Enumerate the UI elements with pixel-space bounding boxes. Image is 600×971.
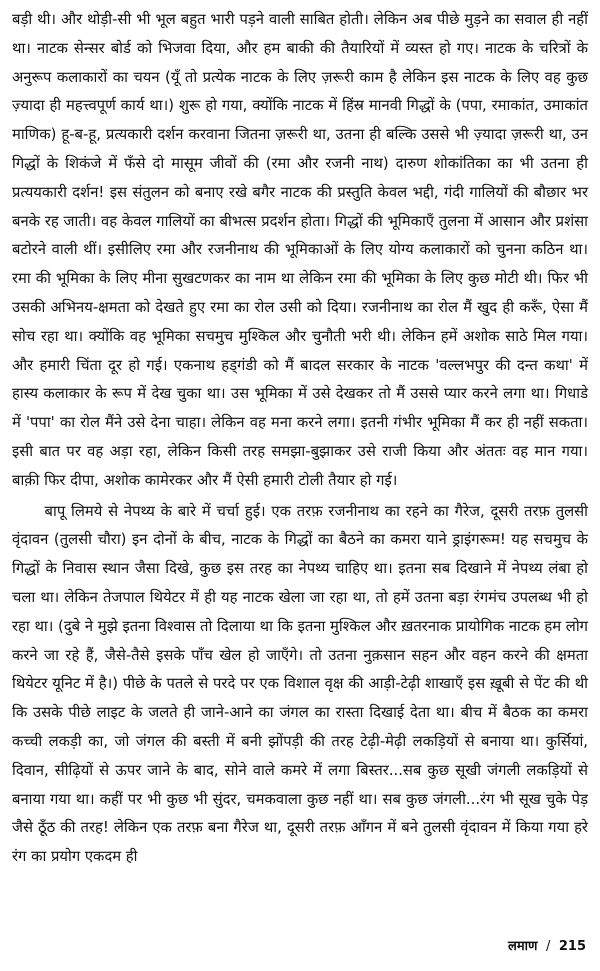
footer-separator: /: [545, 939, 551, 954]
body-text: [12, 6, 588, 872]
book-title: लमाण: [508, 939, 538, 954]
paragraph-2: बापू लिमये से नेपथ्य के बारे में चर्चा हुई। एक तरफ़ रजनीनाथ का रहने का गैरेज, दूसरी तरफ़ तुलसी वृंदावन (तुलसी चौरा) इन दोनों के बीच, नाटक के गिद्धों का बैठने का कमरा याने ड्राइंगरूम! यह सचमुच के गिद्धों के निवास स्थान जैसा दिखे, कुछ इस तरह का नेपथ्य चाहिए था। इतना सब दिखाने में नेपथ्य लंबा हो चला था। लेकिन तेजपाल थियेटर में ही यह नाटक खेला जा रहा था, तो हमें उतना बड़ा रंगमंच उपलब्ध भी हो रहा था। (दुबे ने मुझे इतना विश्वास तो दिलाया था कि इतना मुश्किल और ख़तरनाक प्रायोगिक नाटक हम लोग करने जा रहे हैं, जैसे-तैसे इसके पाँच खेल हो जाएँगे। तो उतना नुक़सान सहन और वहन करने की क्षमता थियेटर यूनिट में है।) पीछे के पतले से परदे पर एक विशाल वृक्ष की आड़ी-टेढ़ी शाखाएँ इस ख़ूबी से पेंट की थी कि उसके पीछे लाइट के जलते ही जाने-आने का जंगल का रास्ता दिखाई देता था। बीच में बैठक का कमरा कच्ची लकड़ी का, जो जंगल की बस्ती में बनी झोंपड़ी की तरह टेढ़ी-मेढ़ी लकड़ियों से बनाया था। कुर्सियां, दिवान, सीढ़ियों से ऊपर जाने के बाद, सोने वाले कमरे में लगा बिस्तर...सब कुछ सूखी जंगली लकड़ियों से बनाया गया था। कहीं पर भी कुछ भी सुंदर, चमकवाला कुछ नहीं था। सब कुछ जंगली...रंग भी सूख चुके पेड़ जैसे ठूँठ की तरह! लेकिन एक तरफ़ बना गैरेज था, दूसरी तरफ़ आँगन में बने तुलसी वृंदावन में किया गया हरे रंग का प्रयोग एकदम ही: [12, 502, 588, 866]
paragraph-1: बड़ी थी। और थोड़ी-सी भी भूल बहुत भारी पड़ने वाली साबित होती। लेकिन अब पीछे मुड़ने का सवाल ही नहीं था। नाटक सेन्सर बोर्ड को भिजवा दिया, और हम बाकी की तैयारियों में व्यस्त हो गए। नाटक के चरित्रों के अनुरूप कलाकारों का चयन (यूँ तो प्रत्येक नाटक के लिए ज़रूरी काम है लेकिन इस नाटक के लिए वह कुछ ज़्यादा ही महत्त्वपूर्ण कार्य था।) शुरू हो गया, क्योंकि नाटक में हिंस्र मानवी गिद्धों के (पपा, रमाकांत, उमाकांत माणिक) हू-ब-हू, प्रत्यकारी दर्शन करवाना जितना ज़रूरी था, उतना ही बल्कि उससे भी ज़्यादा ज़रूरी था, उन गिद्धों के शिकंजे में फँसे दो मासूम जीवों की (रमा और रजनी नाथ) दारुण शोकांतिका का भी उतना ही प्रत्ययकारी दर्शन! इस संतुलन को बनाए रखे बगैर नाटक की प्रस्तुति केवल भद्दी, गंदी गालियों की बौछार भर बनके रह जाती। वह केवल गालियों का बीभत्स प्रदर्शन होता। गिद्धों की भूमिकाएँ तुलना में आसान और प्रशंसा बटोरने वाली थीं। इसीलिए रमा और रजनीनाथ की भूमिकाओं के लिए योग्य कलाकारों को चुनना कठिन था। रमा की भूमिका के लिए मीना सुखटणकर का नाम था लेकिन रमा की भूमिका के लिए कुछ मोटी थी। फिर भी उसकी अभिनय-क्षमता को देखते हुए रमा का रोल उसी को दिया। रजनीनाथ का रोल मैं खुद ही करूँ, ऐसा मैं सोच रहा था। क्योंकि वह भूमिका सचमुच मुश्किल और चुनौती भरी थी। लेकिन हमें अशोक साठे मिल गया। और हमारी चिंता दूर हो गई। एकनाथ हड्गंडी को मैं बादल सरकार के नाटक 'वल्लभपुर की दन्त कथा' में हास्य कलाकार के रूप में देख चुका था। उस भूमिका में उसे देखकर तो मैं उससे प्यार करने लगा था। गिधाडे में 'पपा' का रोल मैंने उसे देना चाहा। लेकिन वह मना करने लगा। इतनी गंभीर भूमिका मैं कर ही नहीं सकता। इसी बात पर वह अड़ा रहा, लेकिन किसी तरह समझा-बुझाकर उसे राजी किया और अंततः वह मान गया। बाक़ी फिर दीपा, अशोक कामेरकर और मैं ऐसी हमारी टोली तैयार हो गई।: [12, 11, 588, 489]
page-footer: [508, 936, 586, 954]
page-number: 215: [558, 939, 586, 954]
